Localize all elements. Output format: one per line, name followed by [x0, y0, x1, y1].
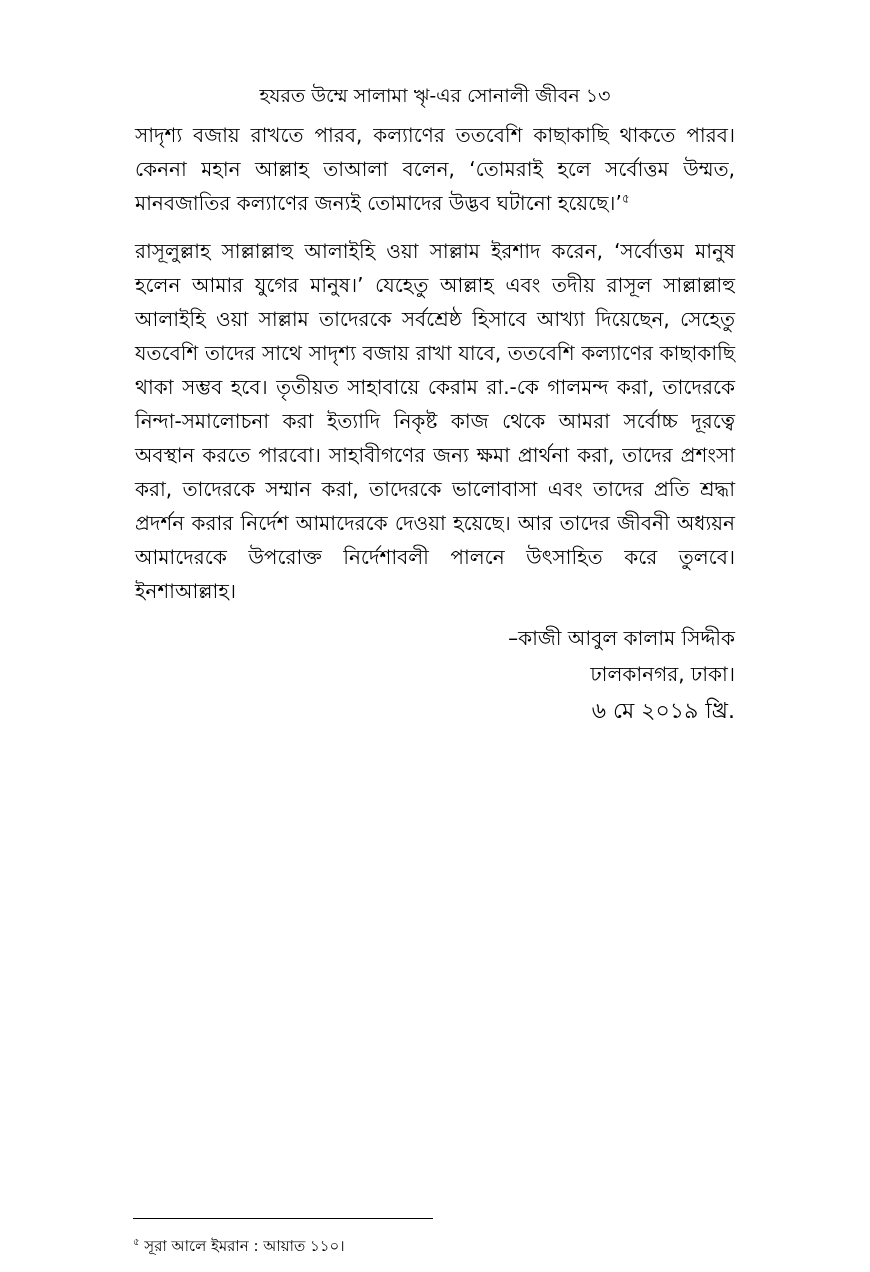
signature-block [135, 620, 735, 732]
footnote-text: সূরা আলে ইমরান : আয়াত ১১০। [144, 1237, 345, 1255]
footnote-divider [133, 1218, 433, 1219]
footnote-reference: ৫ [621, 191, 630, 206]
running-title: হযরত উম্মে সালামা ৠ-এর সোনালী জীবন [259, 85, 580, 107]
author-place: ঢালকানগর, ঢাকা। [590, 662, 735, 686]
running-header [135, 82, 735, 110]
paragraph-1-text: সাদৃশ্য বজায় রাখতে পারব, কল্যাণের ততবেশি কাছাকাছি থাকতে পারব। কেননা মহান আল্লাহ তাআলা বলেন, ‘তোমরাই হলে সর্বোত্তম উম্মত, মানবজাতির কল্যাণের জন্যই তোমাদের উদ্ভব ঘটানো হয়েছে।’ [135, 123, 735, 215]
body-text [135, 118, 735, 608]
author-name: –কাজী আবুল কালাম সিদ্দীক [508, 626, 735, 650]
paragraph-2 [135, 234, 735, 608]
paragraph-2-text: রাসূলুল্লাহ সাল্লাল্লাহু আলাইহি ওয়া সাল্লাম ইরশাদ করেন, ‘সর্বোত্তম মানুষ হলেন আমার যুগের মানুষ।’ যেহেতু আল্লাহ এবং তদীয় রাসূল সাল্লাল্লাহু আলাইহি ওয়া সাল্লাম তাদেরকে সর্বশ্রেষ্ঠ হিসাবে আখ্যা দিয়েছেন, সেহেতু যতবেশি তাদের সাথে সাদৃশ্য বজায় রাখা যাবে, ততবেশি কল্যাণের কাছাকাছি থাকা সম্ভব হবে। তৃতীয়ত সাহাবায়ে কেরাম রা.-কে গালমন্দ করা, তাদেরকে নিন্দা-সমালোচনা করা ইত্যাদি নিকৃষ্ট কাজ থেকে আমরা সর্বোচ্চ দূরত্বে অবস্থান করতে পারবো। সাহাবীগণের জন্য ক্ষমা প্রার্থনা করা, তাদের প্রশংসা করা, তাদেরকে সম্মান করা, তাদেরকে ভালোবাসা এবং তাদের প্রতি শ্রদ্ধা প্রদর্শন করার নির্দেশ আমাদেরকে দেওয়া হয়েছে। আর তাদের জীবনী অধ্যয়ন আমাদেরকে উপরোক্ত নির্দেশাবলী পালনে উৎসাহিত করে তুলবে। ইনশাআল্লাহ। [135, 239, 735, 603]
signature-date: ৬ মে ২০১৯ খ্রি. [591, 699, 735, 724]
footnote-marker: ৫ [133, 1237, 140, 1248]
page-number: ১৩ [585, 85, 611, 107]
paragraph-1 [135, 118, 735, 220]
footnote [133, 1235, 345, 1257]
